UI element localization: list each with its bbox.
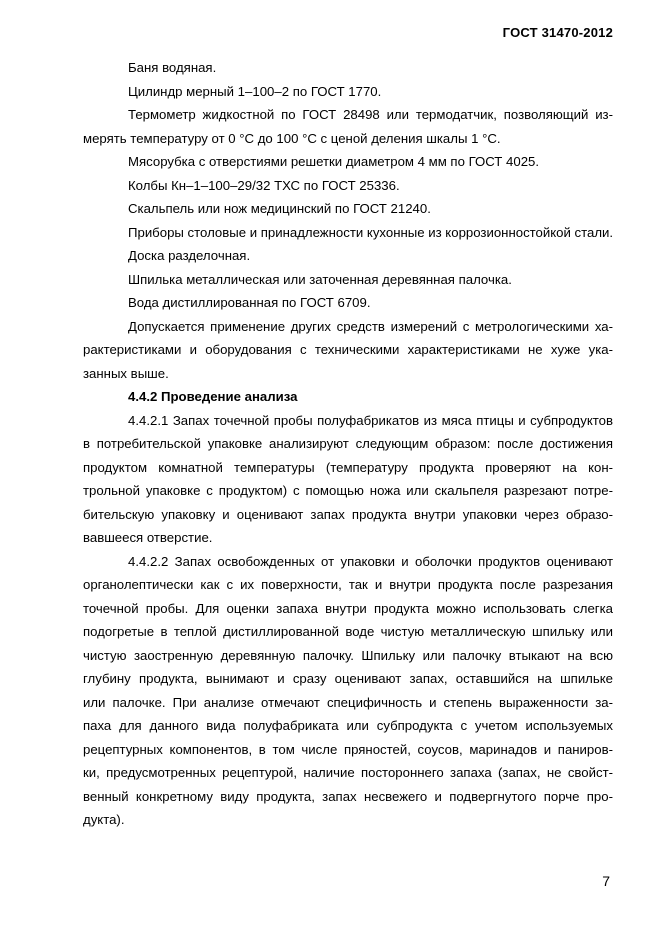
text-line: Баня водяная. xyxy=(128,60,217,75)
text-line: паха для данного вида полуфабриката или субпродукта с учетом используемых xyxy=(83,718,613,733)
text-line: дукта). xyxy=(83,812,125,827)
text-line: трольной упаковке с продуктом) с помощью ножа или скальпеля разрезают потре- xyxy=(83,483,613,498)
text-line: бительскую упаковку и оценивают запах продукта внутри упаковки через образо- xyxy=(83,506,613,522)
standard-header: ГОСТ 31470-2012 xyxy=(502,25,613,40)
text-line: в потребительской упаковке анализируют следующим образом: после достижения xyxy=(83,436,613,451)
text-line: занных выше. xyxy=(83,365,169,381)
text-line: Колбы Кн–1–100–29/32 ТХС по ГОСТ 25336. xyxy=(128,177,400,193)
section-heading: 4.4.2 Проведение анализа xyxy=(128,389,298,404)
text-line: точечной пробы. Для оценки запаха внутри продукта можно использовать слегка xyxy=(83,600,613,616)
text-line: Приборы столовые и принадлежности кухонные из коррозионностойкой стали. xyxy=(128,224,614,240)
text-line: рецептурных компонентов, в том числе пряностей, соусов, маринадов и паниров- xyxy=(83,741,613,757)
text-line: чистую заостренную деревянную палочку. Шпильку или палочку втыкают на всю xyxy=(83,647,613,663)
text-line: органолептически как с их поверхности, так и внутри продукта после разрезания xyxy=(83,577,613,592)
text-line: вавшееся отверстие. xyxy=(83,530,213,545)
text-line: Допускается применение других средств измерений с метрологическими ха- xyxy=(128,318,613,334)
text-line: Скальпель или нож медицинский по ГОСТ 21240. xyxy=(128,201,431,216)
page-number: 7 xyxy=(602,873,610,889)
text-line: Шпилька металлическая или заточенная деревянная палочка. xyxy=(128,271,512,287)
text-line: продуктом комнатной температуры (температуру продукта проверяют на кон- xyxy=(83,459,613,475)
text-line: подогретые в теплой дистиллированной воде чистую металлическую шпильку или xyxy=(83,624,613,639)
text-line: ки, предусмотренных рецептурой, наличие постороннего запаха (запах, не свойст- xyxy=(83,765,613,780)
text-line: Вода дистиллированная по ГОСТ 6709. xyxy=(128,295,371,310)
body-text xyxy=(83,56,613,832)
text-line: венный конкретному виду продукта, запах несвежего и подвергнутого порче про- xyxy=(83,788,613,804)
text-line: Термометр жидкостной по ГОСТ 28498 или термодатчик, позволяющий из- xyxy=(128,107,613,122)
text-line: 4.4.2.1 Запах точечной пробы полуфабрикатов из мяса птицы и субпродуктов xyxy=(128,412,613,428)
text-line: глубину продукта, вынимают и сразу оценивают запах, оставшийся на шпильке xyxy=(83,671,613,686)
text-line: мерять температуру от 0 °С до 100 °С с ценой деления шкалы 1 °С. xyxy=(83,130,501,146)
text-line: рактеристиками и оборудования с техническими характеристиками не хуже ука- xyxy=(83,342,613,357)
text-line: Доска разделочная. xyxy=(128,248,251,263)
text-line: Цилиндр мерный 1–100–2 по ГОСТ 1770. xyxy=(128,83,382,99)
text-line: или палочке. При анализе отмечают специфичность и степень выраженности за- xyxy=(83,694,613,710)
text-line: 4.4.2.2 Запах освобожденных от упаковки и оболочки продуктов оценивают xyxy=(128,553,613,569)
text-line: Мясорубка с отверстиями решетки диаметром 4 мм по ГОСТ 4025. xyxy=(128,154,540,169)
